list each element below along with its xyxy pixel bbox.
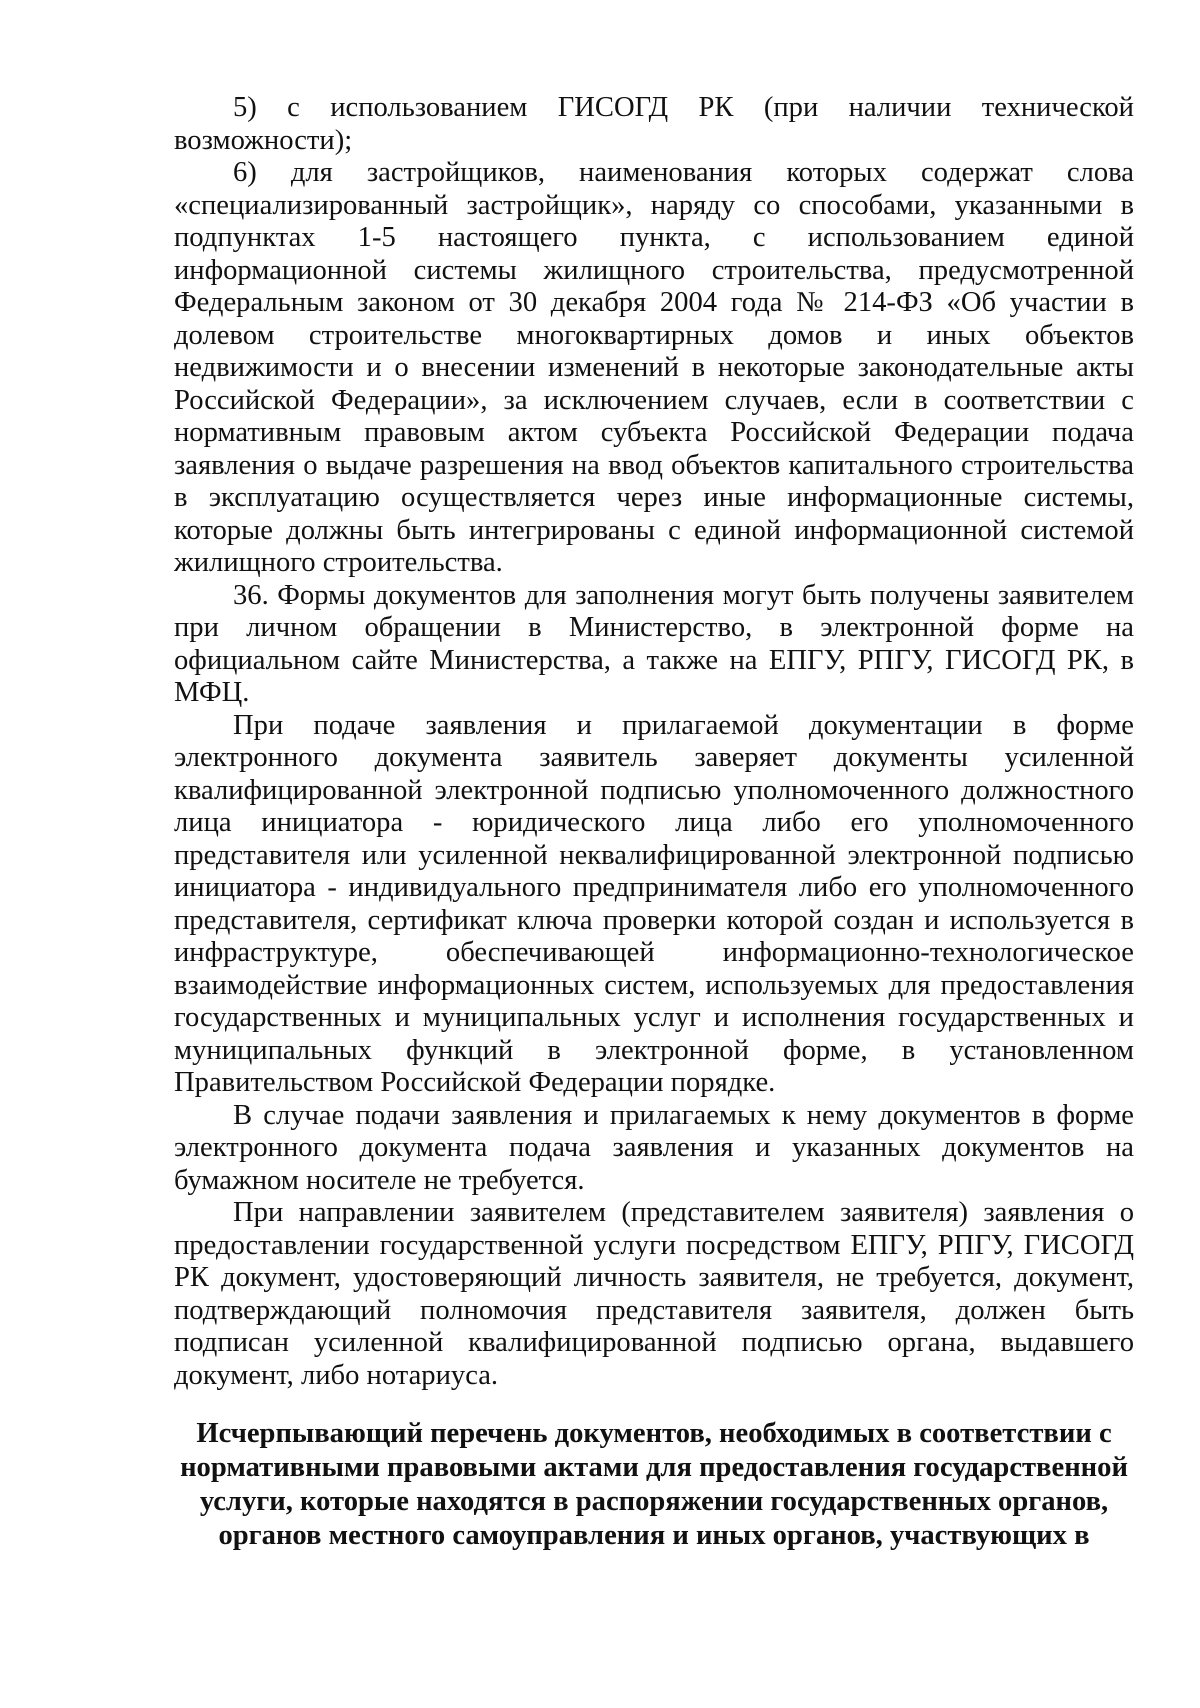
- section-heading: [174, 1417, 1134, 1553]
- heading-line: нормативными правовыми актами для предоставления государственной: [180, 1452, 1128, 1483]
- paragraph-electronic-signature: При подаче заявления и прилагаемой документации в форме электронного документа заявитель заверяет документы усиленной квалифицированной электронной подписью уполномоченного должностного лица инициатора - юридического лица либо его уполномоченного представителя или усиленной неквалифицированной электронной подписью инициатора - индивидуального предпринимателя либо его уполномоченного представителя, сертификат ключа проверки которой создан и используется в инфраструктуре, обеспечивающей информационно-технологическое взаимодействие информационных систем, используемых для предоставления государственных и муниципальных услуг и исполнения государственных и муниципальных функций в электронной форме, в установленном Правительством Российской Федерации порядке.: [174, 709, 1134, 1098]
- paragraph-item-5: 5) с использованием ГИСОГД РК (при наличии технической возможности);: [174, 92, 1134, 156]
- paragraph-paper-not-required: В случае подачи заявления и прилагаемых к нему документов в форме электронного документа подача заявления и указанных документов на бумажном носителе не требуется.: [174, 1099, 1134, 1196]
- document-body: [174, 92, 1134, 1392]
- heading-line: Исчерпывающий перечень документов, необходимых в соответствии с: [196, 1418, 1112, 1449]
- paragraph-identity-not-required: При направлении заявителем (представителем заявителя) заявления о предоставлении государственной услуги посредством ЕПГУ, РПГУ, ГИСОГД РК документ, удостоверяющий личность заявителя, не требуется, документ, подтверждающий полномочия представителя заявителя, должен быть подписан усиленной квалифицированной подписью органа, выдавшего документ, либо нотариуса.: [174, 1197, 1134, 1391]
- paragraph-item-6: 6) для застройщиков, наименования которых содержат слова «специализированный застройщик», наряду со способами, указанными в подпунктах 1-5 настоящего пункта, с использованием единой информационной системы жилищного строительства, предусмотренной Федеральным законом от 30 декабря 2004 года № 214-ФЗ «Об участии в долевом строительстве многоквартирных домов и иных объектов недвижимости и о внесении изменений в некоторые законодательные акты Российской Федерации», за исключением случаев, если в соответствии с нормативным правовым актом субъекта Российской Федерации подача заявления о выдаче разрешения на ввод объектов капитального строительства в эксплуатацию осуществляется через иные информационные системы, которые должны быть интегрированы с единой информационной системой жилищного строительства.: [174, 157, 1134, 578]
- heading-line: органов местного самоуправления и иных органов, участвующих в: [218, 1520, 1090, 1551]
- paragraph-36: 36. Формы документов для заполнения могут быть получены заявителем при личном обращении в Министерство, в электронной форме на официальном сайте Министерства, а также на ЕПГУ, РПГУ, ГИСОГД РК, в МФЦ.: [174, 579, 1134, 708]
- heading-line: услуги, которые находятся в распоряжении государственных органов,: [199, 1486, 1109, 1517]
